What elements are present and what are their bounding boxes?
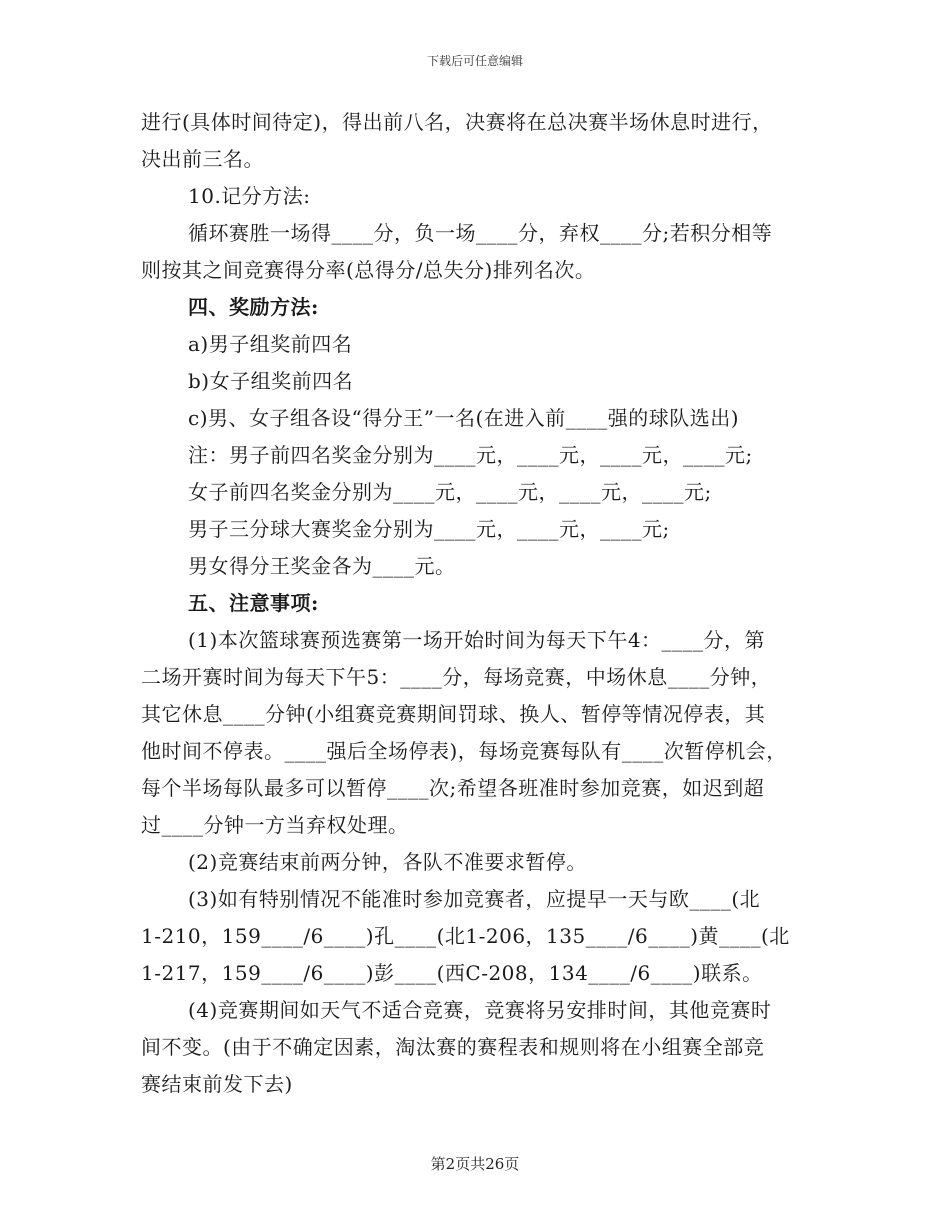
- note-line: 男女得分王奖金各为____元。: [188, 554, 456, 578]
- paragraph-line: 进行(具体时间待定)，得出前八名，决赛将在总决赛半场休息时进行，: [141, 110, 773, 134]
- list-item: b)女子组奖前四名: [188, 369, 354, 393]
- paragraph-line: 二场开赛时间为每天下午5：____分，每场竞赛，中场休息____分钟，: [141, 665, 772, 689]
- page-footer: 第2页共26页: [430, 1155, 520, 1173]
- paragraph-line: 循环赛胜一场得____分，负一场____分，弃权____分;若积分相等: [188, 221, 773, 245]
- page-header: 下载后可任意编辑: [426, 54, 523, 68]
- paragraph-line: (2)竞赛结束前两分钟，各队不准要求暂停。: [188, 850, 587, 874]
- paragraph-line: 其它休息____分钟(小组赛竞赛期间罚球、换人、暂停等情况停表，其: [141, 702, 766, 726]
- paragraph-line: 则按其之间竞赛得分率(总得分/总失分)排列名次。: [141, 258, 596, 282]
- paragraph-line: 1-210，159____/6____)孔____(北1-206，135____/6____)黄____(北: [141, 924, 790, 948]
- paragraph-line: (3)如有特别情况不能准时参加竞赛者，应提早一天与欧____(北: [188, 887, 761, 911]
- paragraph-line: 赛结束前发下去): [141, 1072, 293, 1096]
- note-line: 女子前四名奖金分别为____元，____元，____元，____元;: [188, 480, 712, 504]
- paragraph-line: 他时间不停表。____强后全场停表)，每场竞赛每队有____次暂停机会，: [141, 739, 787, 763]
- paragraph-line: 决出前三名。: [141, 147, 264, 171]
- paragraph-line: 间不变。(由于不确定因素，淘汰赛的赛程表和规则将在小组赛全部竞: [141, 1035, 765, 1059]
- paragraph-line: 过____分钟一方当弃权处理。: [141, 813, 409, 837]
- list-item: a)男子组奖前四名: [188, 332, 353, 356]
- document-body: [141, 104, 821, 1103]
- section-heading-scoring: 10.记分方法:: [188, 184, 311, 208]
- paragraph-line: (4)竞赛期间如天气不适合竞赛，竞赛将另安排时间，其他竞赛时: [188, 998, 772, 1022]
- section-heading-awards: 四、奖励方法:: [188, 295, 319, 319]
- paragraph-line: (1)本次篮球赛预选赛第一场开始时间为每天下午4：____分，第: [188, 628, 766, 652]
- list-item: c)男、女子组各设“得分王”一名(在进入前____强的球队选出): [188, 406, 740, 430]
- paragraph-line: 每个半场每队最多可以暂停____次;希望各班准时参加竞赛，如迟到超: [141, 776, 765, 800]
- note-line: 男子三分球大赛奖金分别为____元，____元，____元;: [188, 517, 670, 541]
- paragraph-line: 1-217，159____/6____)彭____(西C-208，134____/6____)联系。: [141, 961, 763, 985]
- note-line: 注：男子前四名奖金分别为____元，____元，____元，____元;: [188, 443, 753, 467]
- section-heading-notes: 五、注意事项:: [188, 591, 319, 615]
